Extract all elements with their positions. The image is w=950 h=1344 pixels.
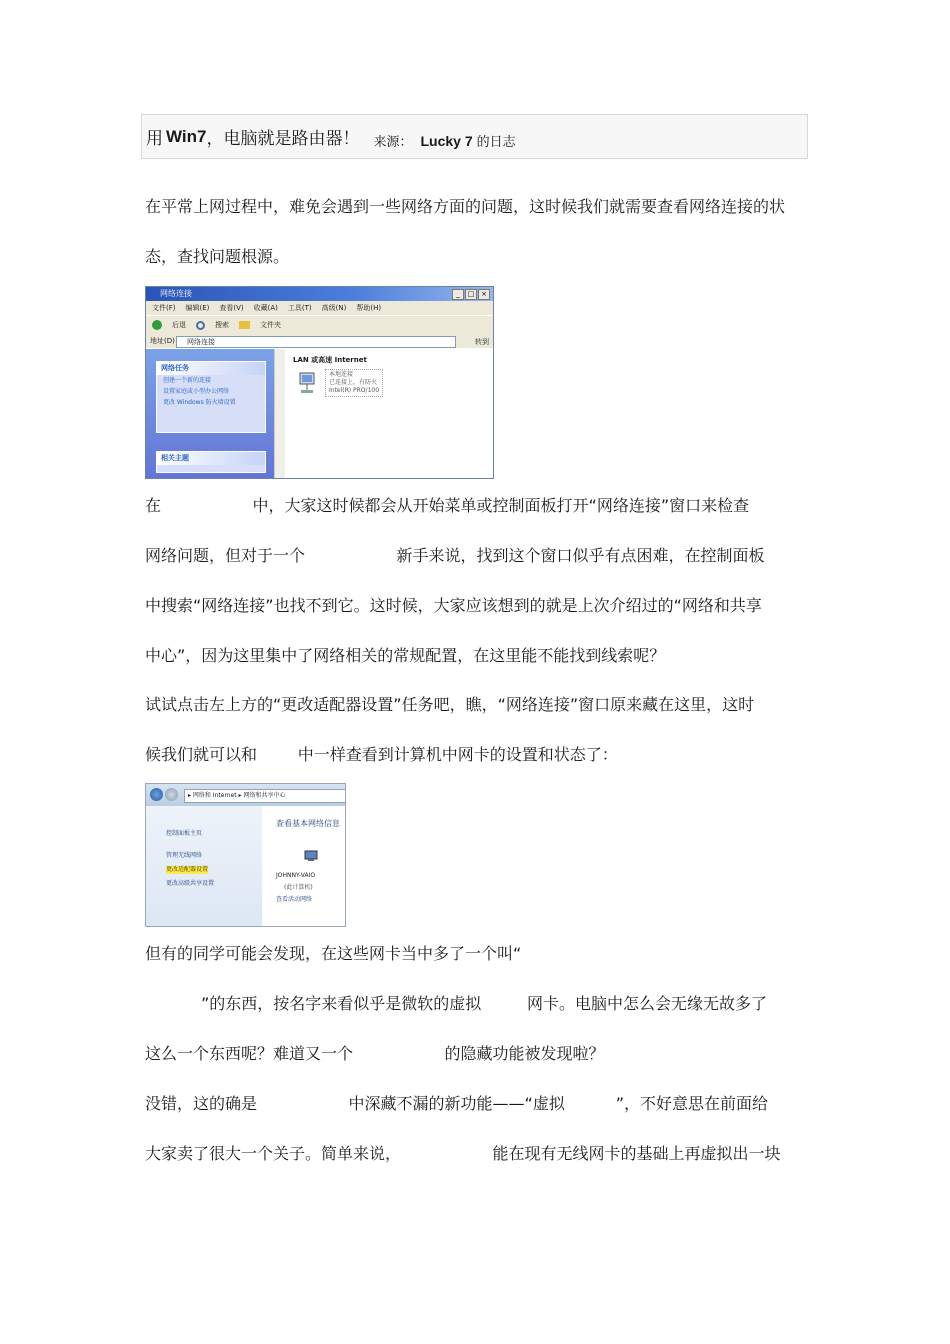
w7-left-item: 更改高级共享设置 (166, 880, 215, 887)
w7-left-item-highlighted: 更改适配器设置 (166, 866, 209, 873)
paragraph-line: 这么一个东西呢？难道又一个 的隐藏功能被发现啦？ (145, 1044, 605, 1063)
paragraph-line: 网络问题，但对于一个 新手来说，找到这个窗口似乎有点困难，在控制面板 (145, 546, 765, 565)
w7-left-item: 管理无线网络 (166, 852, 203, 859)
xp-menu-item: 收藏(A) (253, 304, 278, 312)
folder-icon (239, 321, 250, 329)
w7-address-bar (146, 784, 345, 806)
xp-menu-item: 帮助(H) (356, 304, 382, 312)
xp-title-bar (146, 287, 493, 301)
xp-window-title: 网络连接 (160, 289, 192, 298)
paragraph-line: ”的东西，按名字来看似乎是微软的虚拟 网卡。电脑中怎么会无缘无故多了 (145, 994, 768, 1013)
xp-menu-item: 高级(N) (321, 304, 347, 312)
w7-computer-name: JOHNNY-VAIO (276, 872, 316, 879)
w7-left-pane (146, 806, 262, 926)
xp-address-value: 网络连接 (187, 338, 215, 346)
xp-group-header: LAN 或高速 Internet (293, 356, 367, 364)
xp-task-item: 更改 Windows 防火墙设置 (163, 399, 236, 406)
xp-menu-item: 编辑(E) (185, 304, 210, 312)
xp-search-label: 搜索 (215, 321, 229, 329)
xp-address-label: 地址(D) (150, 337, 175, 345)
xp-menu-item: 查看(V) (219, 304, 244, 312)
xp-address-field (176, 336, 456, 348)
maximize-icon: □ (465, 289, 477, 300)
w7-left-item: 控制面板主页 (166, 830, 203, 837)
xp-connection-name: 本地连接 (329, 371, 354, 378)
close-icon: × (478, 289, 490, 300)
source-label: 来源： (373, 135, 413, 150)
xp-connection-status: 已连接上，有防火 (329, 379, 378, 386)
w7-nav-buttons (150, 788, 178, 801)
xp-related-title: 相关主题 (157, 452, 265, 465)
xp-folders-label: 文件夹 (260, 321, 281, 329)
xp-connection-device: Intel(R) PRO/100 (329, 387, 380, 394)
xp-back-label: 后退 (172, 321, 186, 329)
paragraph-line: 态，查找问题根源。 (145, 247, 290, 266)
xp-network-tasks (156, 361, 266, 433)
paragraph-line: 试试点击左上方的“更改适配器设置”任务吧，瞧，“网络连接”窗口原来藏在这里，这时 (145, 695, 755, 714)
xp-toolbar (146, 315, 493, 335)
xp-go-label: 转到 (475, 338, 489, 346)
back-icon (150, 788, 163, 801)
w7-main-pane (266, 806, 345, 926)
xp-task-item: 创建一个新的连接 (163, 377, 212, 384)
xp-connections-list (285, 349, 493, 478)
title-prefix: 用 (146, 129, 163, 149)
xp-scrollbar (274, 349, 285, 478)
title-win7: Win7 (166, 126, 207, 146)
minimize-icon: _ (452, 289, 464, 300)
w7-main-heading: 查看基本网络信息 (276, 819, 340, 828)
paragraph-line: 候我们就可以和 中一样查看到计算机中网卡的设置和状态了： (145, 745, 618, 764)
paragraph-line: 在 中，大家这时候都会从开始菜单或控制面板打开“网络连接”窗口来检查 (145, 496, 750, 515)
paragraph-line: 但有的同学可能会发现，在这些网卡当中多了一个叫“ (145, 944, 522, 963)
article-title-bar (141, 114, 808, 159)
win7-sharing-center-screenshot (145, 783, 346, 927)
xp-menu-bar (146, 301, 493, 315)
source-name[interactable]: Lucky 7 (420, 132, 473, 149)
w7-active-networks: 查看活动网络 (276, 896, 313, 903)
paragraph-line: 大家卖了很大一个关子。简单来说， 能在现有无线网卡的基础上再虚拟出一块 (145, 1144, 781, 1163)
forward-icon (165, 788, 178, 801)
xp-local-connection (325, 369, 383, 397)
xp-address-bar (146, 334, 493, 348)
xp-task-pane (146, 349, 274, 478)
xp-network-connections-screenshot (145, 286, 494, 479)
paragraph-line: 中搜索“网络连接”也找不到它。这时候，大家应该想到的就是上次介绍过的“网络和共享 (145, 596, 762, 615)
back-icon (152, 320, 162, 330)
w7-breadcrumb: ▸ 网络和 Internet ▸ 网络和共享中心 (184, 789, 346, 803)
paragraph-line: 没错，这的确是 中深藏不漏的新功能——“虚拟 ”，不好意思在前面给 (145, 1094, 768, 1113)
computer-icon (304, 850, 320, 862)
xp-menu-item: 工具(T) (287, 304, 312, 312)
network-connection-icon (297, 371, 319, 395)
w7-computer-sub: (此计算机) (284, 884, 313, 891)
search-icon (196, 321, 205, 330)
title-rest: ，电脑就是路由器！ (206, 129, 360, 149)
paragraph-line: 中心”，因为这里集中了网络相关的常规配置，在这里能不能找到线索呢？ (145, 646, 666, 665)
xp-task-item: 设置家庭或小型办公网络 (163, 388, 230, 395)
paragraph-line: 在平常上网过程中，难免会遇到一些网络方面的问题，这时候我们就需要查看网络连接的状 (145, 197, 786, 216)
xp-related-topics (156, 451, 266, 473)
xp-menu-item: 文件(F) (152, 304, 176, 312)
xp-network-tasks-title: 网络任务 (157, 362, 265, 375)
source-suffix: 的日志 (476, 135, 516, 150)
